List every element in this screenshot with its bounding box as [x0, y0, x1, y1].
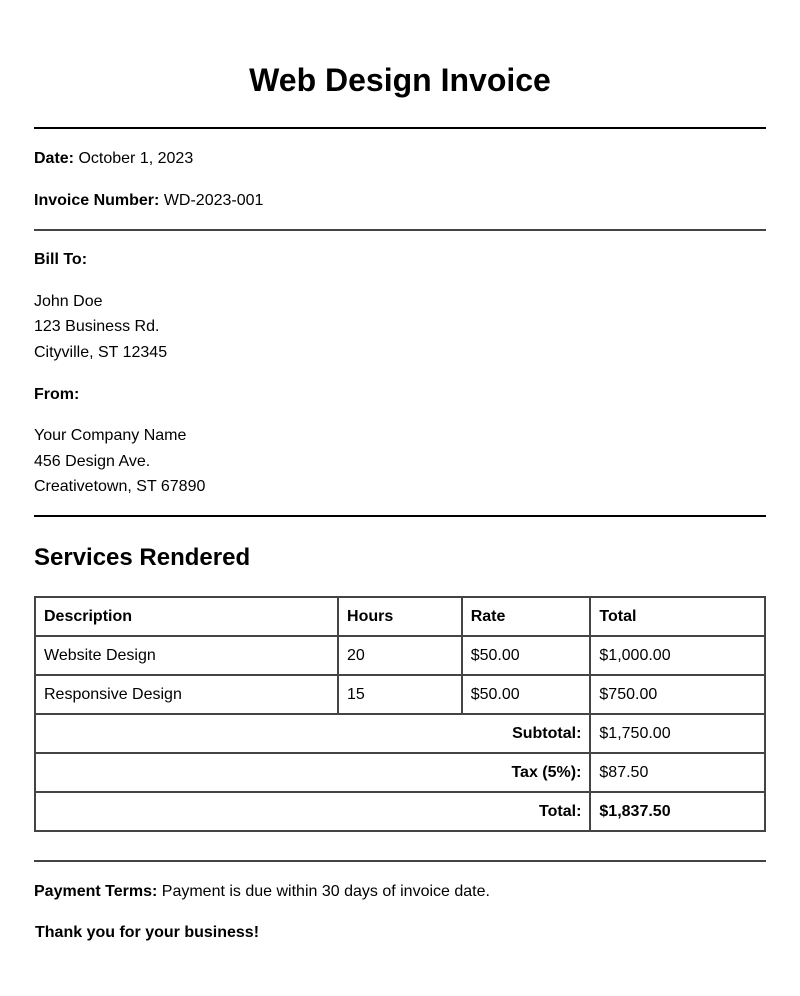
tax-label: Tax (5%): — [35, 753, 590, 792]
column-header-description: Description — [35, 597, 338, 636]
divider-meta — [34, 229, 766, 231]
row-total: $750.00 — [590, 675, 765, 714]
from-address-line2: Creativetown, ST 67890 — [34, 478, 206, 495]
row-hours: 20 — [338, 636, 462, 675]
subtotal-value: $1,750.00 — [590, 714, 765, 753]
row-rate: $50.00 — [462, 636, 591, 675]
divider-bottom — [34, 860, 766, 862]
invoice-title: Web Design Invoice — [249, 62, 551, 98]
date-value: October 1, 2023 — [78, 150, 194, 167]
bill-to-name: John Doe — [34, 293, 103, 310]
table-row — [35, 636, 765, 675]
date-line — [34, 149, 193, 169]
invoice-number-label: Invoice Number: — [34, 192, 160, 209]
from-name: Your Company Name — [34, 427, 187, 444]
table-row — [35, 675, 765, 714]
table-header-row — [35, 597, 765, 636]
date-label: Date: — [34, 150, 75, 167]
divider-addresses — [34, 515, 766, 517]
total-row — [35, 792, 765, 831]
thank-you-note: Thank you for your business! — [35, 924, 260, 941]
invoice-number-value: WD-2023-001 — [163, 192, 264, 209]
divider-top — [34, 127, 766, 129]
tax-value: $87.50 — [590, 753, 765, 792]
column-header-rate: Rate — [462, 597, 591, 636]
payment-terms-label: Payment Terms: — [34, 883, 158, 900]
payment-terms-line — [34, 882, 490, 902]
total-label: Total: — [35, 792, 590, 831]
tax-row — [35, 753, 765, 792]
column-header-total: Total — [590, 597, 765, 636]
row-rate: $50.00 — [462, 675, 591, 714]
row-total: $1,000.00 — [590, 636, 765, 675]
from-address-line1: 456 Design Ave. — [34, 453, 151, 470]
payment-terms-value: Payment is due within 30 days of invoice date. — [161, 883, 490, 900]
invoice-number-line — [34, 191, 263, 211]
from-label: From: — [34, 386, 80, 403]
services-heading: Services Rendered — [34, 544, 251, 571]
row-description: Website Design — [35, 636, 338, 675]
subtotal-row — [35, 714, 765, 753]
bill-to-address-line1: 123 Business Rd. — [34, 318, 160, 335]
row-hours: 15 — [338, 675, 462, 714]
services-table — [34, 596, 766, 832]
subtotal-label: Subtotal: — [35, 714, 590, 753]
bill-to-label: Bill To: — [34, 251, 88, 268]
row-description: Responsive Design — [35, 675, 338, 714]
bill-to-address-line2: Cityville, ST 12345 — [34, 344, 168, 361]
column-header-hours: Hours — [338, 597, 462, 636]
total-value: $1,837.50 — [590, 792, 765, 831]
